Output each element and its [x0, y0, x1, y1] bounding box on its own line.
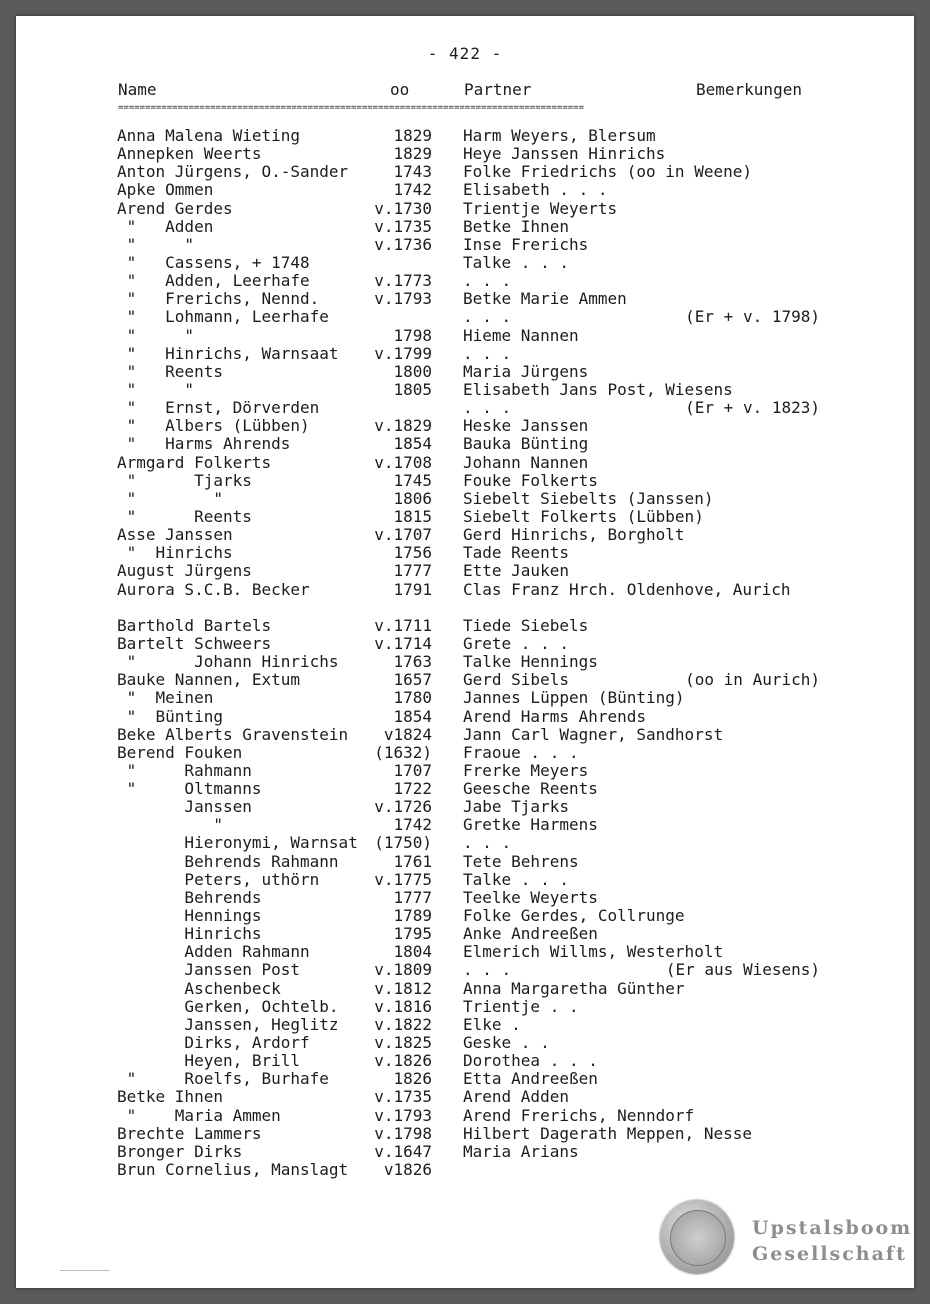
person-name: " Maria Ammen — [117, 1105, 281, 1125]
marriage-year: v.1816 — [374, 996, 432, 1016]
partner-name: Geesche Reents — [463, 779, 598, 799]
marriage-year: v.1812 — [374, 978, 432, 998]
table-row — [0, 454, 930, 472]
blank-row — [0, 599, 930, 617]
table-row — [0, 871, 930, 889]
person-name: " Adden, Leerhafe — [117, 271, 310, 291]
table-row — [0, 218, 930, 236]
partner-name: Arend Harms Ahrends — [463, 706, 647, 726]
record-list — [0, 127, 930, 1179]
partner-name: Heye Janssen Hinrichs — [463, 144, 666, 164]
partner-name: Fouke Folkerts — [463, 470, 598, 490]
table-row — [0, 308, 930, 326]
table-row — [0, 708, 930, 726]
person-name: Armgard Folkerts — [117, 452, 272, 472]
person-name: Behrends — [117, 887, 262, 907]
table-row — [0, 345, 930, 363]
table-row — [0, 780, 930, 798]
table-row — [0, 1143, 930, 1161]
table-row — [0, 943, 930, 961]
person-name: Heyen, Brill — [117, 1051, 301, 1071]
table-row — [0, 635, 930, 653]
person-name: " Johann Hinrichs — [117, 652, 339, 672]
person-name: Dirks, Ardorf — [117, 1033, 310, 1053]
partner-name: Etta Andreeßen — [463, 1069, 598, 1089]
person-name: Bronger Dirks — [117, 1141, 243, 1161]
person-name: Adden Rahmann — [117, 942, 310, 962]
marriage-year: 1707 — [393, 760, 432, 780]
marriage-year: 1806 — [393, 488, 432, 508]
marriage-year: v.1799 — [374, 343, 432, 363]
person-name: " Reents — [117, 361, 223, 381]
table-row — [0, 472, 930, 490]
marriage-year: v.1809 — [374, 960, 432, 980]
marriage-year: 1854 — [393, 434, 432, 454]
marriage-year: v.1708 — [374, 452, 432, 472]
person-name: Betke Ihnen — [117, 1087, 223, 1107]
table-row — [0, 526, 930, 544]
partner-name: Bauka Bünting — [463, 434, 589, 454]
marriage-year: 1804 — [393, 942, 432, 962]
marriage-year: v1826 — [383, 1160, 432, 1180]
person-name: " Meinen — [117, 688, 214, 708]
marriage-year: v.1825 — [374, 1033, 432, 1053]
partner-name: Talke . . . — [463, 869, 569, 889]
marriage-year: 1745 — [393, 470, 432, 490]
partner-name: Hieme Nannen — [463, 325, 579, 345]
table-row — [0, 1161, 930, 1179]
person-name: " Lohmann, Leerhafe — [117, 307, 329, 327]
marriage-year: 1800 — [393, 361, 432, 381]
partner-name: Elmerich Willms, Westerholt — [463, 942, 724, 962]
table-row — [0, 399, 930, 417]
column-header-oo: oo — [390, 80, 410, 99]
person-name: August Jürgens — [117, 561, 252, 581]
partner-name: Teelke Weyerts — [463, 887, 598, 907]
marriage-year: v.1773 — [374, 271, 432, 291]
table-row — [0, 834, 930, 852]
marriage-year: 1815 — [393, 506, 432, 526]
table-row — [0, 181, 930, 199]
table-row — [0, 1034, 930, 1052]
partner-name: Anna Margaretha Günther — [463, 978, 685, 998]
column-header-remarks: Bemerkungen — [696, 80, 802, 99]
table-row — [0, 726, 930, 744]
partner-name: Maria Arians — [463, 1141, 579, 1161]
table-row — [0, 236, 930, 254]
partner-name: Grete . . . — [463, 633, 569, 653]
marriage-year: v.1714 — [374, 633, 432, 653]
marriage-year: v.1775 — [374, 869, 432, 889]
marriage-year: v.1647 — [374, 1141, 432, 1161]
table-row — [0, 435, 930, 453]
table-row — [0, 200, 930, 218]
marriage-year: 1789 — [393, 906, 432, 926]
marriage-year: 1777 — [393, 561, 432, 581]
partner-name: Tade Reents — [463, 543, 569, 563]
person-name: Anton Jürgens, O.-Sander — [117, 162, 349, 182]
table-row — [0, 816, 930, 834]
table-row — [0, 671, 930, 689]
partner-name: . . . — [463, 960, 512, 980]
table-row — [0, 744, 930, 762]
marriage-year: (1632) — [374, 742, 432, 762]
person-name: Asse Janssen — [117, 525, 233, 545]
marriage-year: v.1793 — [374, 1105, 432, 1125]
marriage-year: v.1798 — [374, 1123, 432, 1143]
person-name: " — [117, 815, 223, 835]
partner-name: Elisabeth Jans Post, Wiesens — [463, 379, 733, 399]
table-row — [0, 998, 930, 1016]
person-name: " Oltmanns — [117, 779, 262, 799]
marriage-year: 1829 — [393, 144, 432, 164]
marriage-year: v1824 — [383, 724, 432, 744]
person-name: " Bünting — [117, 706, 223, 726]
remark: (oo in Aurich) — [685, 670, 820, 690]
table-row — [0, 381, 930, 399]
person-name: " " — [117, 234, 195, 254]
partner-name: Geske . . — [463, 1033, 550, 1053]
table-row — [0, 1052, 930, 1070]
table-row — [0, 290, 930, 308]
partner-name: Siebelt Siebelts (Janssen) — [463, 488, 714, 508]
person-name: " Reents — [117, 506, 252, 526]
marriage-year: 1791 — [393, 579, 432, 599]
person-name: Arend Gerdes — [117, 198, 233, 218]
table-row — [0, 653, 930, 671]
partner-name: Clas Franz Hrch. Oldenhove, Aurich — [463, 579, 791, 599]
person-name: Berend Fouken — [117, 742, 243, 762]
person-name: Anna Malena Wieting — [117, 126, 301, 145]
column-header-name: Name — [118, 80, 157, 99]
person-name: " Harms Ahrends — [117, 434, 291, 454]
table-row — [0, 508, 930, 526]
partner-name: . . . — [463, 307, 512, 327]
marriage-year: (1750) — [374, 833, 432, 853]
partner-name: Folke Friedrichs (oo in Weene) — [463, 162, 752, 182]
marriage-year: v.1829 — [374, 416, 432, 436]
table-row — [0, 1070, 930, 1088]
partner-name: Frerke Meyers — [463, 760, 589, 780]
person-name: " " — [117, 488, 223, 508]
remark: (Er + v. 1798) — [685, 307, 820, 327]
marriage-year: v.1822 — [374, 1014, 432, 1034]
table-row — [0, 907, 930, 925]
partner-name: Folke Gerdes, Collrunge — [463, 906, 685, 926]
table-row — [0, 980, 930, 998]
marriage-year: 1777 — [393, 887, 432, 907]
table-row — [0, 1107, 930, 1125]
partner-name: Talke Hennings — [463, 652, 598, 672]
marriage-year: 1743 — [393, 162, 432, 182]
person-name: " Tjarks — [117, 470, 252, 490]
person-name: Hennings — [117, 906, 262, 926]
table-row — [0, 798, 930, 816]
table-row — [0, 889, 930, 907]
marriage-year: v.1826 — [374, 1051, 432, 1071]
table-row — [0, 490, 930, 508]
marriage-year: 1798 — [393, 325, 432, 345]
partner-name: Betke Ihnen — [463, 216, 569, 236]
marriage-year: 1826 — [393, 1069, 432, 1089]
partner-name: Tete Behrens — [463, 851, 579, 871]
partner-name: Hilbert Dagerath Meppen, Nesse — [463, 1123, 752, 1143]
scan-mark — [60, 1270, 110, 1271]
person-name: Barthold Bartels — [117, 615, 272, 635]
partner-name: Dorothea . . . — [463, 1051, 598, 1071]
person-name: Brun Cornelius, Manslagt — [117, 1160, 349, 1180]
partner-name: . . . — [463, 343, 512, 363]
table-row — [0, 145, 930, 163]
partner-name: Trientje Weyerts — [463, 198, 618, 218]
person-name: Janssen, Heglitz — [117, 1014, 339, 1034]
table-row — [0, 127, 930, 145]
table-row — [0, 363, 930, 381]
table-row — [0, 544, 930, 562]
partner-name: Tiede Siebels — [463, 615, 589, 635]
partner-name: . . . — [463, 271, 512, 291]
person-name: Annepken Weerts — [117, 144, 262, 164]
person-name: " Ernst, Dörverden — [117, 398, 320, 418]
marriage-year: 1854 — [393, 706, 432, 726]
partner-name: Arend Adden — [463, 1087, 569, 1107]
society-seal-icon — [660, 1200, 734, 1274]
partner-name: Anke Andreeßen — [463, 924, 598, 944]
page-number: - 422 - — [427, 44, 503, 63]
partner-name: Elke . — [463, 1014, 521, 1034]
person-name: " Adden — [117, 216, 214, 236]
marriage-year: 1657 — [393, 670, 432, 690]
table-row — [0, 581, 930, 599]
brand-line-2: Gesellschaft — [752, 1243, 907, 1265]
partner-name: Jann Carl Wagner, Sandhorst — [463, 724, 724, 744]
partner-name: Gretke Harmens — [463, 815, 598, 835]
marriage-year: 1756 — [393, 543, 432, 563]
person-name: " Hinrichs — [117, 543, 233, 563]
partner-name: Jabe Tjarks — [463, 797, 569, 817]
marriage-year: 1742 — [393, 815, 432, 835]
partner-name: Fraoue . . . — [463, 742, 579, 762]
partner-name: Jannes Lüppen (Bünting) — [463, 688, 685, 708]
table-row — [0, 762, 930, 780]
table-row — [0, 562, 930, 580]
partner-name: Inse Frerichs — [463, 234, 589, 254]
marriage-year: v.1793 — [374, 289, 432, 309]
person-name: " Rahmann — [117, 760, 252, 780]
partner-name: Arend Frerichs, Nenndorf — [463, 1105, 695, 1125]
table-row — [0, 617, 930, 635]
table-row — [0, 1088, 930, 1106]
partner-name: Harm Weyers, Blersum — [463, 126, 656, 145]
partner-name: Johann Nannen — [463, 452, 589, 472]
person-name: " Cassens, + 1748 — [117, 252, 310, 272]
person-name: Apke Ommen — [117, 180, 214, 200]
person-name: " " — [117, 325, 195, 345]
table-row — [0, 417, 930, 435]
person-name: Peters, uthörn — [117, 869, 320, 889]
person-name: Janssen — [117, 797, 252, 817]
person-name: Aurora S.C.B. Becker — [117, 579, 310, 599]
person-name: Aschenbeck — [117, 978, 281, 998]
marriage-year: 1829 — [393, 126, 432, 145]
table-row — [0, 853, 930, 871]
person-name: Beke Alberts Gravenstein — [117, 724, 349, 744]
marriage-year: 1805 — [393, 379, 432, 399]
person-name: " Hinrichs, Warnsaat — [117, 343, 339, 363]
marriage-year: v.1736 — [374, 234, 432, 254]
table-row — [0, 689, 930, 707]
person-name: Gerken, Ochtelb. — [117, 996, 339, 1016]
person-name: " " — [117, 379, 195, 399]
person-name: Hieronymi, Warnsat — [117, 833, 358, 853]
marriage-year: 1722 — [393, 779, 432, 799]
marriage-year: v.1726 — [374, 797, 432, 817]
remark: (Er aus Wiesens) — [665, 960, 820, 980]
column-header-partner: Partner — [464, 80, 532, 99]
person-name: Hinrichs — [117, 924, 262, 944]
partner-name: Elisabeth . . . — [463, 180, 608, 200]
partner-name: Siebelt Folkerts (Lübben) — [463, 506, 704, 526]
person-name: " Frerichs, Nennd. — [117, 289, 320, 309]
marriage-year: v.1707 — [374, 525, 432, 545]
marriage-year: v.1711 — [374, 615, 432, 635]
partner-name: Betke Marie Ammen — [463, 289, 627, 309]
person-name: " Roelfs, Burhafe — [117, 1069, 329, 1089]
table-row — [0, 925, 930, 943]
header-rule: ====================================================================================== — [118, 103, 584, 113]
partner-name: . . . — [463, 398, 512, 418]
person-name: Janssen Post — [117, 960, 301, 980]
partner-name: Heske Janssen — [463, 416, 589, 436]
marriage-year: 1795 — [393, 924, 432, 944]
remark: (Er + v. 1823) — [685, 398, 820, 418]
person-name: " Albers (Lübben) — [117, 416, 310, 436]
partner-name: Talke . . . — [463, 252, 569, 272]
person-name: Behrends Rahmann — [117, 851, 339, 871]
partner-name: Gerd Hinrichs, Borgholt — [463, 525, 685, 545]
partner-name: Trientje . . — [463, 996, 579, 1016]
person-name: Bauke Nannen, Extum — [117, 670, 301, 690]
brand-line-1: Upstalsboom — [752, 1217, 913, 1239]
marriage-year: 1761 — [393, 851, 432, 871]
table-row — [0, 1016, 930, 1034]
table-row — [0, 327, 930, 345]
marriage-year: v.1735 — [374, 216, 432, 236]
table-row — [0, 961, 930, 979]
person-name: Brechte Lammers — [117, 1123, 262, 1143]
table-row — [0, 272, 930, 290]
marriage-year: 1742 — [393, 180, 432, 200]
partner-name: Ette Jauken — [463, 561, 569, 581]
marriage-year: 1763 — [393, 652, 432, 672]
marriage-year: v.1735 — [374, 1087, 432, 1107]
partner-name: Gerd Sibels — [463, 670, 569, 690]
table-row — [0, 1125, 930, 1143]
marriage-year: v.1730 — [374, 198, 432, 218]
person-name: Bartelt Schweers — [117, 633, 272, 653]
partner-name: Maria Jürgens — [463, 361, 589, 381]
table-row — [0, 254, 930, 272]
partner-name: . . . — [463, 833, 512, 853]
marriage-year: 1780 — [393, 688, 432, 708]
table-row — [0, 163, 930, 181]
